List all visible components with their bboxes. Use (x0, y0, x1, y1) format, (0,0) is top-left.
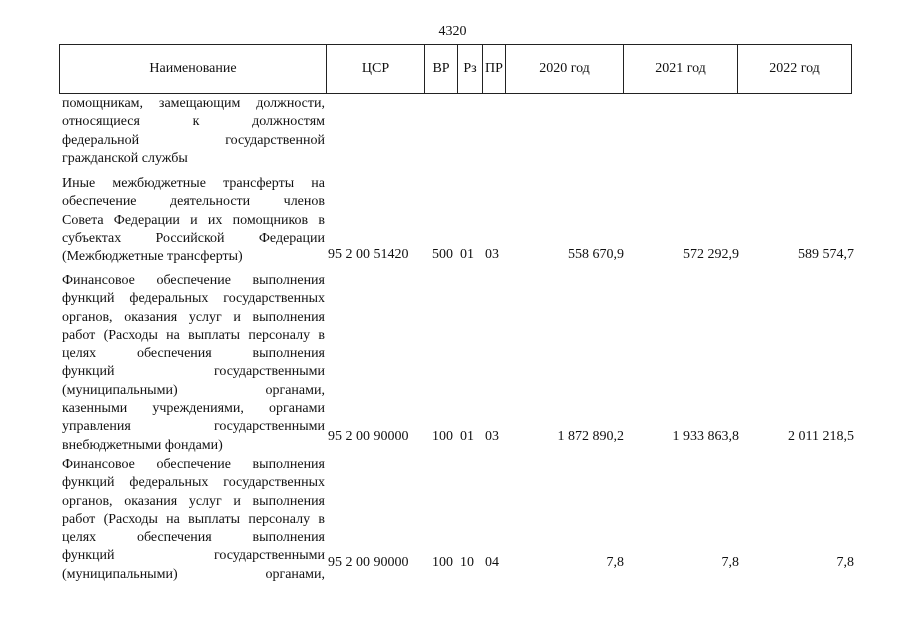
row-name (62, 272, 325, 455)
name-line: функций федеральных государственных (62, 475, 325, 491)
row-rz: 01 (460, 247, 474, 262)
row-vr: 100 (432, 429, 453, 444)
row-2022: 7,8 (836, 555, 854, 570)
header-2021: 2021 год (624, 45, 738, 93)
name-line: работ (Расходы на выплаты персоналу в (62, 511, 325, 527)
name-line: относящиеся к должностям (62, 114, 325, 130)
header-name: Наименование (60, 45, 327, 93)
name-line: Финансовое обеспечение выполнения (62, 273, 325, 288)
row-pr: 03 (485, 247, 499, 262)
name-line: (муниципальными) органами, (62, 382, 325, 398)
name-line: Иные межбюджетные трансферты на (62, 176, 325, 191)
row-2021: 572 292,9 (683, 247, 739, 262)
name-line: функций федеральных государственных (62, 291, 325, 307)
row-vr: 500 (432, 247, 453, 262)
name-line: функций государственными (62, 364, 325, 380)
name-line: работ (Расходы на выплаты персоналу в (62, 327, 325, 343)
header-2020: 2020 год (506, 45, 624, 93)
header-rz: Рз (458, 45, 483, 93)
name-line: (Межбюджетные трансферты) (62, 249, 243, 265)
name-line: гражданской службы (62, 150, 188, 166)
page-number: 4320 (438, 24, 467, 39)
row-csr: 95 2 00 90000 (328, 429, 409, 444)
row-2020: 7,8 (606, 555, 624, 570)
row-pr: 04 (485, 555, 499, 570)
row-csr: 95 2 00 90000 (328, 555, 409, 570)
row-2022: 589 574,7 (798, 247, 854, 262)
header-vr: ВР (425, 45, 458, 93)
name-line: (муниципальными) органами, (62, 566, 325, 582)
name-line: федеральной государственной (62, 132, 325, 148)
name-line: управления государственными (62, 419, 325, 435)
name-line: органов, оказания услуг и выполнения (62, 309, 325, 325)
name-line: казенными учреждениями, органами (62, 401, 325, 417)
name-line: внебюджетными фондами) (62, 437, 223, 453)
name-line: целях обеспечения выполнения (62, 530, 325, 546)
row-2021: 7,8 (721, 555, 739, 570)
row-2020: 1 872 890,2 (557, 429, 624, 444)
row-2022: 2 011 218,5 (788, 429, 854, 444)
header-2022: 2022 год (769, 61, 820, 76)
table-header (59, 44, 852, 94)
row-2020: 558 670,9 (568, 247, 624, 262)
name-line: целях обеспечения выполнения (62, 346, 325, 362)
header-pr: ПР (483, 45, 506, 93)
row-pr: 03 (485, 429, 499, 444)
row-csr: 95 2 00 51420 (328, 247, 409, 262)
row-name (62, 456, 325, 584)
row-rz: 01 (460, 429, 474, 444)
row-name (62, 95, 325, 168)
name-line: Финансовое обеспечение выполнения (62, 457, 325, 472)
name-line: органов, оказания услуг и выполнения (62, 493, 325, 509)
name-line: субъектах Российской Федерации (62, 230, 325, 246)
row-vr: 100 (432, 555, 453, 570)
row-2021: 1 933 863,8 (672, 429, 739, 444)
row-name (62, 175, 325, 266)
name-line: Совета Федерации и их помощников в (62, 212, 325, 228)
name-line: помощникам, замещающим должности, (62, 96, 325, 111)
name-line: функций государственными (62, 548, 325, 564)
name-line: обеспечение деятельности членов (62, 194, 325, 210)
header-csr: ЦСР (327, 45, 425, 93)
row-rz: 10 (460, 555, 474, 570)
